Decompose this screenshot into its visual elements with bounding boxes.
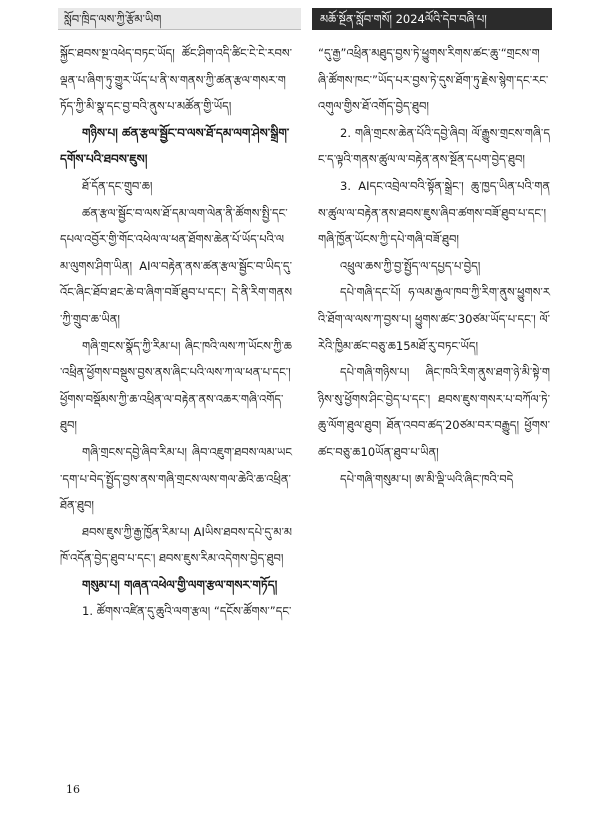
section-heading: གཉིས་པ། ཚན་རྩལ་སྦྱོང་བ་ལས་ཐོ་དམ་ལག་ཤེས་སྒྲིག་དགོས་པའི་ཐབས་ཇུས། [60,125,290,167]
paragraph: གཞི་གྲངས་དབྱེ་ཞིབ་རིམ་པ། ཞིབ་འཇུག་ཐབས་ལམ་ཡང་དག་པ་བེད་སྤྱོད་བྱས་ནས་གཞི་གྲངས་ལས་གལ་ཆེའི་ཆ་འཕྲིན་ཐོན་ཐུབ། [60,444,292,513]
header-journal-title: མཆོ་སྔོན་སློབ་གསོ། 2024ལོའི་དེབ་བཞི་པ། [320,12,487,26]
paragraph: འཕྲུལ་ཆས་ཀྱི་བྱ་སྤྱོད་ལ་དཔྱད་པ་བྱེད། [340,258,481,273]
paragraph: 2. གཞི་གྲངས་ཆེན་པོའི་དབྱེ་ཞིབ། ལོ་རྒྱུས་གྲངས་གཞི་དང་ད་ལྟའི་གནས་ཚུལ་ལ་བརྟེན་ནས་སྔོན་དཔག་བྱེད་ཐུབ། [318,125,550,167]
paragraph: དཔེ་གཞི་གཉིས་པ། ཞིང་ཁའི་རིག་ནུས་ཐག་ཉེ་མི་སྟེ་གཉིས་སུ་ཕྱོགས་ཤིང་བྱེད་པ་དང་། ཐབས་ཇུས་གསར་པ་བཀོལ་ཏེ་ཆུ་ལོག་ཐུལ་ཐུབ། ཐོན་འབབ་ཚད་20ཙམ་བར་བརྒྱུད། ཕྱོགས་ཚང་བཅུ་ཆ10ཡོན་ཐུབ་པ་ཡིན། [318,365,550,459]
sub-heading: ཐོ་དོན་དང་གྲུབ་ཆ། [82,178,153,193]
page-number: 16 [66,783,80,796]
paragraph: “དུ་རྒྱ”འཕྲིན་མཐུད་བྱས་ཏེ་ཕྱུགས་རིགས་ཚང་ཆུ་“གྲངས་གཞི་ཚོགས་ཁང་”ཡོད་པར་བྱས་ཏེ་དུས་ཐོག་ཏུ་རྗེས་སྙེག་དང་རང་འགུལ་གྱིས་ཐོ་འགོད་བྱེད་ཐུབ། [318,46,549,114]
paragraph: 1. ཚོགས་འཛིན་དུ་ཆུའི་ལག་རྩལ། “དངོས་ཚོགས་”དང་ [82,604,292,619]
paragraph: སྐྱོང་ཐབས་སྔ་འཕེད་བཏང་ཡོད། ཚོང་ཤིག་འདི་ཚིང་ངེ་ངེ་རབས་ལྡན་པ་ཞིག་ཏུ་གྱུར་ཡོད་པ་ནི་ས་གནས་ཀྱི་ཚན་རྩལ་གསར་གཏོད་ཀྱི་མི་སྣ་དང་བྱ་བའི་ནུས་པ་མཚོན་གྱི་ཡོད། [60,46,292,114]
paragraph: 3. AIདང་འབྲེལ་བའི་སྟོན་སྒྲེང་། ཆུ་ཁྱད་ཡིན་པའི་གནས་ཚུལ་ལ་བརྟེན་ནས་ཐབས་ཇུས་ཞིབ་ཚགས་བཟོ་ཐུབ་པ་དང་། གཞི་ཁྱོན་ཡོངས་ཀྱི་དཔེ་གཞི་བཟོ་ཐུབ། [318,178,550,247]
paragraph: དཔེ་གཞི་དང་པོ། ཧ་ལམ་རྒྱལ་ཁབ་ཀྱི་རིག་ནུས་ཕྱུགས་རའི་ཐོག་ལ་ལས་ཀ་བྱས་པ། ཕྱུགས་ཚང་30ཙམ་ཡོད་པ་དང་། ལོ་རེའི་ཁྱིམ་ཚང་བཅུ་ཆ15མཐོ་རུ་བཏང་ཡོད། [318,285,550,353]
paragraph: ཐབས་ཇུས་ཀྱི་རྒྱ་ཁྱོན་རིམ་པ། AIཡིས་ཐབས་དཔེ་དུ་མ་མཁོ་འདོན་བྱེད་ཐུབ་པ་དང་། ཐབས་ཇུས་རིམ་འདེགས་བྱེད་ཐུབ། [60,524,292,566]
running-header-left [58,8,301,30]
paragraph: གཞི་གྲངས་སྣོད་ཀྱི་རིམ་པ། ཞིང་ཁའི་ལས་ཀ་ཡོངས་ཀྱི་ཆ་འཕྲིན་ཕྱོགས་བསྡུས་བྱས་ནས་ཞིང་པའི་ལས་ཀ་ལ་ཕན་པ་དང་། ཕྱོགས་བསྡོམས་ཀྱི་ཆ་འཕྲིན་ལ་བརྟེན་ནས་འཆར་གཞི་འགོད་ཐུབ། [60,338,292,433]
running-header-right [312,8,552,30]
header-section-title: སློབ་ཁྲིད་ལས་ཀྱི་རྩོམ་ཡིག [64,12,162,26]
left-column [60,40,292,625]
paragraph: དཔེ་གཞི་གསུམ་པ། ཨ་མི་ལྡི་ཡའི་ཞིང་ཁའི་བདེ [340,471,514,486]
section-heading: གསུམ་པ། གཞན་འཕེལ་གྱི་ལག་རྩལ་གསར་གཏོད། [82,577,278,592]
right-column [318,40,550,492]
paragraph: ཚན་རྩལ་སྦྱོང་བ་ལས་ཐོ་དམ་ལག་ལེན་ནི་ཚོགས་སྤྱི་དང་དཔལ་འབྱོར་གྱི་གོང་འཕེལ་ལ་ཕན་ཐོགས་ཆེན་པོ་ཡོད་པའི་ལམ་ལུགས་ཤིག་ཡིན། AIལ་བརྟེན་ནས་ཚན་རྩལ་སྦྱོང་བ་ཡིད་དུ་འོང་ཞིང་ཐོབ་ཐང་ཆེ་བ་ཞིག་བཟོ་ཐུབ་པ་དང་། དེ་ནི་རིག་གནས་ཀྱི་གྲུབ་ཆ་ཡིན། [60,205,292,326]
